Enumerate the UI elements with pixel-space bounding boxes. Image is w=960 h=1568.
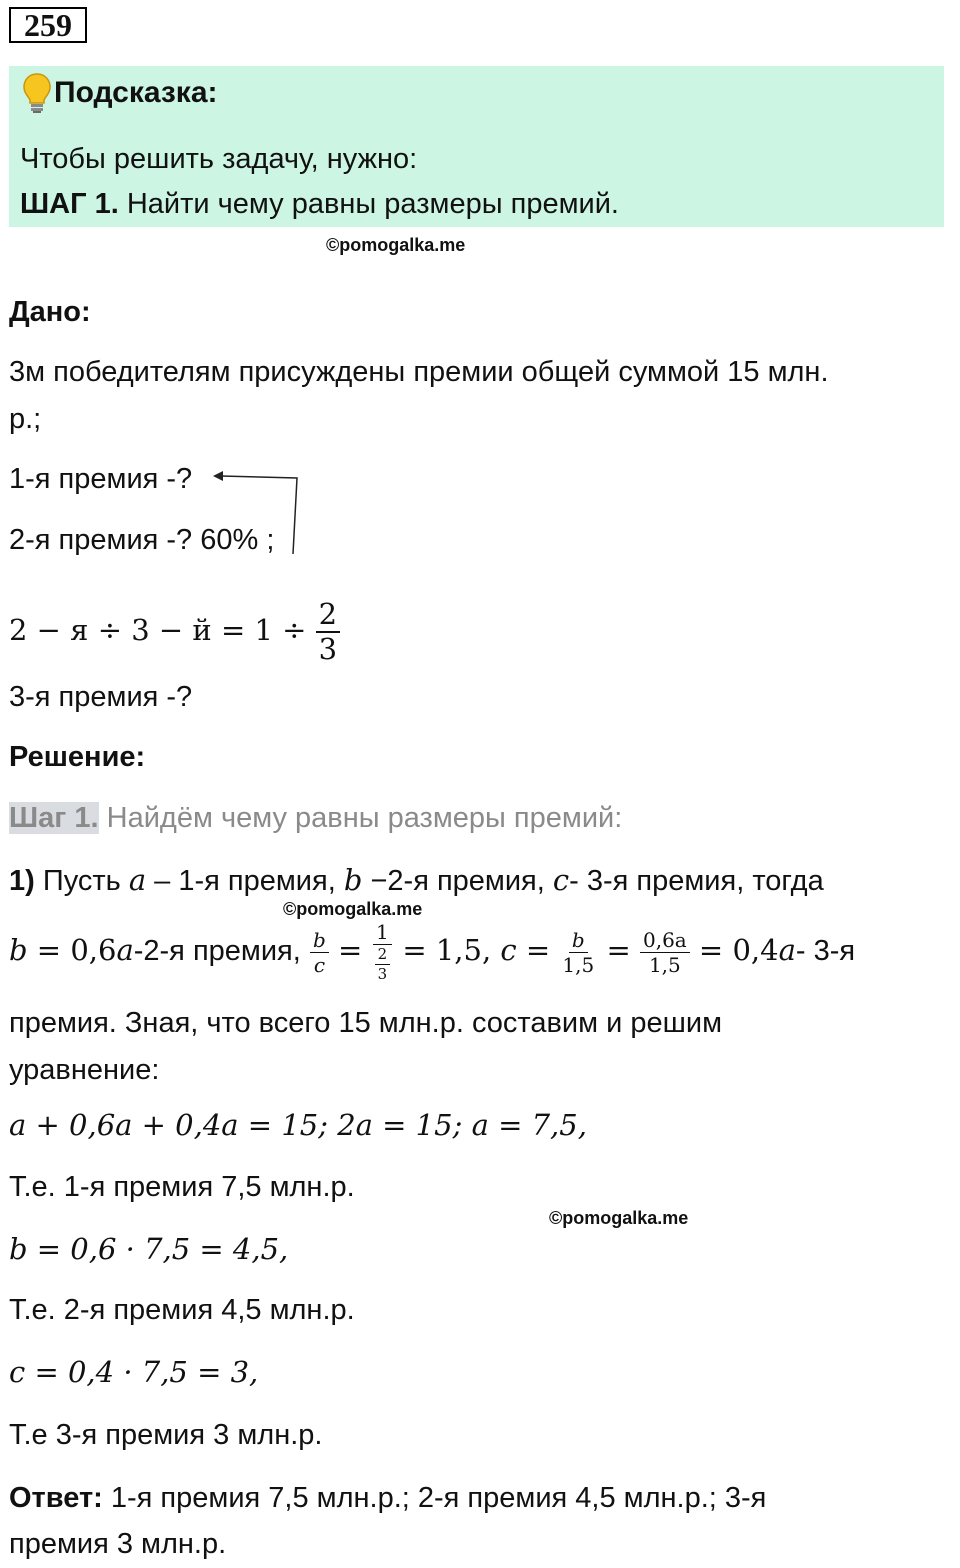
answer-text: 1-я премия 7,5 млн.р.; 2-я премия 4,5 млн.р.; 3-я: [102, 1482, 767, 1514]
hint-title: Подсказка:: [54, 76, 218, 109]
hint-step-label: ШАГ 1.: [20, 188, 119, 220]
solution-line1: [9, 863, 824, 899]
equation-2: b = 0,6 · 7,5 = 4,5,: [9, 1232, 289, 1266]
given-line1-cont: р.;: [9, 403, 42, 435]
watermark: ©pomogalka.me: [283, 899, 423, 919]
given-prize2: 2-я премия -? 60% ;: [9, 524, 275, 556]
text-t2: −2-я премия,: [362, 865, 553, 897]
frac-den: 1,5: [648, 952, 681, 977]
problem-number: 259: [9, 7, 87, 43]
given-ratio: [9, 597, 340, 666]
given-line1: 3м победителям присуждены премии общей суммой 15 млн.: [9, 356, 829, 388]
text-part: -2-я премия,: [133, 935, 301, 967]
given-prize1: 1-я премия -?: [9, 463, 193, 495]
watermark: ©pomogalka.me: [326, 235, 466, 255]
ratio-fraction-den: 3: [318, 632, 338, 666]
var-a: a: [128, 863, 147, 897]
equation-3: c = 0,4 · 7,5 = 3,: [9, 1355, 259, 1389]
text-part: - 3-я: [795, 935, 856, 967]
frac-den: 1,5: [562, 952, 595, 977]
watermark: ©pomogalka.me: [549, 1208, 689, 1228]
answer-line: [9, 1481, 766, 1516]
fraction-1-over-2-3: [372, 922, 394, 982]
var-c: c: [552, 863, 570, 897]
solution-step-text: Найдём чему равны размеры премий:: [106, 802, 623, 834]
hint-intro: Чтобы решить задачу, нужно:: [20, 143, 418, 175]
eq-part: =: [328, 933, 372, 967]
result-3: Т.е 3-я премия 3 млн.р.: [9, 1419, 323, 1451]
result-1: Т.е. 1-я премия 7,5 млн.р.: [9, 1171, 355, 1203]
solution-line4: уравнение:: [9, 1054, 160, 1086]
step-number: 1): [9, 865, 35, 897]
frac-num: 0,6a: [640, 930, 690, 953]
fraction-06a-over-1-5: [640, 927, 690, 977]
lightbulb-icon: [22, 72, 52, 114]
nested-fraction: [375, 947, 391, 982]
frac-num: 1: [373, 922, 392, 945]
frac-num: 2: [375, 947, 391, 965]
var-b: b: [343, 863, 363, 897]
eq-part: = 0,6: [27, 933, 117, 967]
given-heading: Дано:: [9, 296, 91, 328]
fraction-b-over-c: [310, 927, 329, 977]
eq-part: = 1,5,: [393, 933, 501, 967]
solution-step: [9, 801, 622, 836]
eq-part: =: [516, 933, 560, 967]
answer-label: Ответ:: [9, 1482, 103, 1514]
var-c: c: [500, 933, 517, 967]
frac-num: b: [310, 930, 329, 953]
given-prize3: 3-я премия -?: [9, 681, 193, 713]
frac-den: c: [313, 952, 326, 977]
fraction-b-over-1-5: [559, 927, 597, 977]
given-ratio-left: 2 − я ÷ 3 − й = 1 ÷: [9, 613, 316, 647]
var-a: a: [116, 933, 134, 967]
text-pust: Пусть: [42, 865, 129, 897]
text-t1: – 1-я премия,: [146, 865, 344, 897]
var-b: b: [9, 933, 28, 967]
solution-heading: Решение:: [9, 741, 146, 773]
result-2: Т.е. 2-я премия 4,5 млн.р.: [9, 1294, 355, 1326]
solution-step-label: Шаг 1.: [9, 802, 99, 834]
var-a: a: [778, 933, 796, 967]
equation-1: a + 0,6a + 0,4a = 15; 2a = 15; a = 7,5,: [9, 1108, 587, 1142]
ratio-fraction-num: 2: [316, 600, 340, 633]
eq-part: = 0,4: [689, 933, 779, 967]
text-t3: - 3-я премия, тогда: [569, 865, 824, 897]
hint-step: [20, 187, 619, 222]
answer-line-cont: премия 3 млн.р.: [9, 1528, 227, 1560]
ratio-fraction: [316, 597, 340, 666]
solution-line2: [9, 922, 855, 982]
arrow-connector: [205, 468, 305, 558]
frac-num: b: [569, 930, 588, 953]
hint-step-text: Найти чему равны размеры премий.: [126, 188, 619, 220]
solution-line3: премия. Зная, что всего 15 млн.р. составим и решим: [9, 1007, 723, 1039]
frac-den: 3: [377, 965, 388, 983]
eq-part: =: [597, 933, 640, 967]
